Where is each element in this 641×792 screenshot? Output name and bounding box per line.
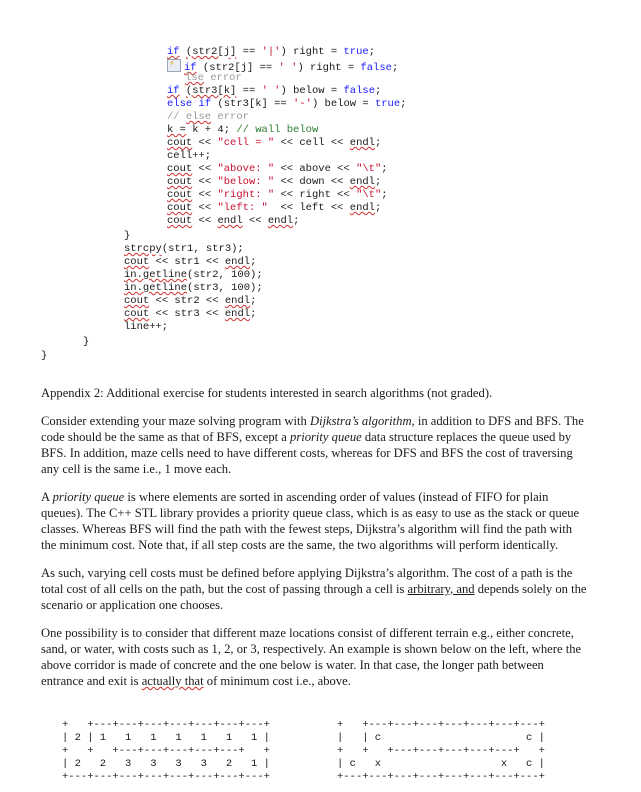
appendix-heading: Appendix 2: Additional exercise for students interested in search algorithms (not graded). — [41, 386, 493, 400]
code-line: cout << "left: " << left << endl; — [167, 202, 382, 214]
code-line: else if (str3[k] == '-') below = true; — [167, 98, 407, 110]
code-line: cout << str2 << endl; — [124, 295, 257, 307]
code-line: if (str3[k] == ' ') below = false; — [167, 85, 382, 97]
code-line: cout << "above: " << above << "\t"; — [167, 163, 388, 175]
maze-costs-left: + +---+---+---+---+---+---+---+ | 2 | 1 1 1 1 1 1 1 | + + +---+---+---+---+---+ + | 2 2 3 3 3 3 2 1 | +---+---+---+---+---+---+---+---+ — [62, 719, 270, 783]
code-line: line++; — [124, 321, 169, 333]
paragraph-cell-costs: As such, varying cell costs must be defined before applying Dijkstra’s algorithm. The cost of a path is the total cost of all cells on the path, but the cost of passing through a cell is arbitrary, and depends solely on the scenario or application one chooses. — [41, 566, 587, 612]
code-line: lse error — [185, 72, 242, 84]
code-line: if (str2[j] == '|') right = true; — [167, 46, 376, 58]
code-line: ⚡if (str2[j] == ' ') right = false; — [167, 59, 398, 75]
paragraph-priority-queue: A priority queue is where elements are sorted in ascending order of values (instead of FIFO for plain queues). The C++ STL library provides a priority queue class, which is as easy to use as the stack or queue classes. Whereas BFS will find the path with the fewest steps, Dijkstra’s algorithm will find the path with the minimum cost. Note that, if all step costs are the same, the two algorithms will perform identically. — [41, 490, 580, 552]
code-line: // else error — [167, 111, 249, 123]
quick-action-icon[interactable] — [167, 59, 181, 72]
code-line: cout << "right: " << right << "\t"; — [167, 189, 388, 201]
code-line: k = k + 4; // wall below — [167, 124, 319, 136]
code-line: cout << "below: " << down << endl; — [167, 176, 382, 188]
code-line: cout << "cell = " << cell << endl; — [167, 137, 382, 149]
code-line: cout << str1 << endl; — [124, 256, 257, 268]
code-line: } — [41, 350, 48, 362]
code-line: } — [124, 230, 131, 242]
paragraph-terrain-example: One possibility is to consider that different maze locations consist of different terrain e.g., either concrete, sand, or water, with costs such as 1, 2, or 3, respectively. An example is shown below on the left, where the above corridor is made of concrete and the one below is water. In that case, the longer path between entrance and exit is actually that of minimum cost i.e., above. — [41, 626, 582, 688]
code-line: strcpy(str1, str3); — [124, 243, 244, 255]
code-line: cout << str3 << endl; — [124, 308, 257, 320]
code-snippet — [0, 0, 641, 362]
code-line: cell++; — [167, 150, 212, 162]
paragraph-dijkstra-intro: Consider extending your maze solving program with Dijkstra’s algorithm, in addition to DFS and BFS. The code should be the same as that of BFS, except a priority queue data structure replaces the queue used by BFS. In addition, maze cells need to have different costs, whereas for DFS and BFS the cost of traversing any cell is the same i.e., 1 move each. — [41, 414, 584, 476]
document-body — [41, 385, 589, 701]
code-line: cout << endl << endl; — [167, 215, 300, 227]
code-line: in.getline(str2, 100); — [124, 269, 263, 281]
code-line: in.getline(str3, 100); — [124, 282, 263, 294]
maze-terrain-right: + +---+---+---+---+---+---+---+ | | c c | + + +---+---+---+---+---+ + | c x x c | +---+---+---+---+---+---+---+---+ — [337, 719, 545, 783]
code-line: } — [83, 336, 90, 348]
